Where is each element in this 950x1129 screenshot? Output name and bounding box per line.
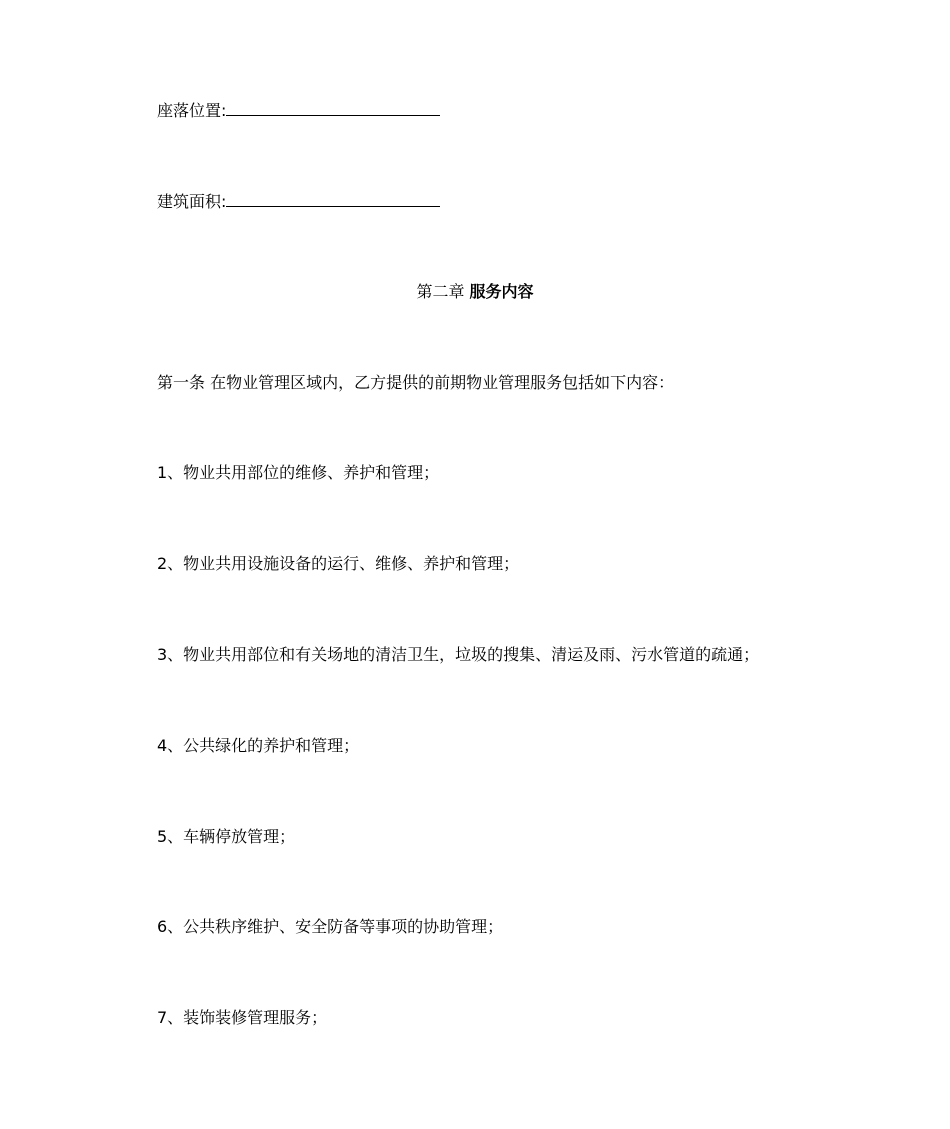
list-item: 6、公共秩序维护、安全防备等事项的协助管理； — [157, 917, 504, 936]
list-item: 5、车辆停放管理； — [157, 827, 296, 846]
building-area-blank-line — [226, 190, 440, 207]
chapter-heading — [0, 281, 950, 303]
article-one: 第一条 在物业管理区域内，乙方提供的前期物业管理服务包括如下内容： — [157, 373, 675, 392]
location-field — [157, 99, 440, 122]
list-item: 2、物业共用设施设备的运行、维修、养护和管理； — [157, 554, 520, 573]
list-item: 4、公共绿化的养护和管理； — [157, 736, 360, 755]
location-label: 座落位置: — [157, 101, 227, 120]
location-blank-line — [226, 99, 440, 116]
building-area-field — [157, 190, 440, 213]
chapter-number: 第二章 — [416, 282, 465, 301]
chapter-title: 服务内容 — [469, 282, 534, 301]
list-item: 3、物业共用部位和有关场地的清洁卫生，垃圾的搜集、清运及雨、污水管道的疏通； — [157, 645, 760, 664]
list-item: 1、物业共用部位的维修、养护和管理； — [157, 463, 440, 482]
list-item: 7、装饰装修管理服务； — [157, 1008, 328, 1027]
building-area-label: 建筑面积: — [157, 192, 227, 211]
